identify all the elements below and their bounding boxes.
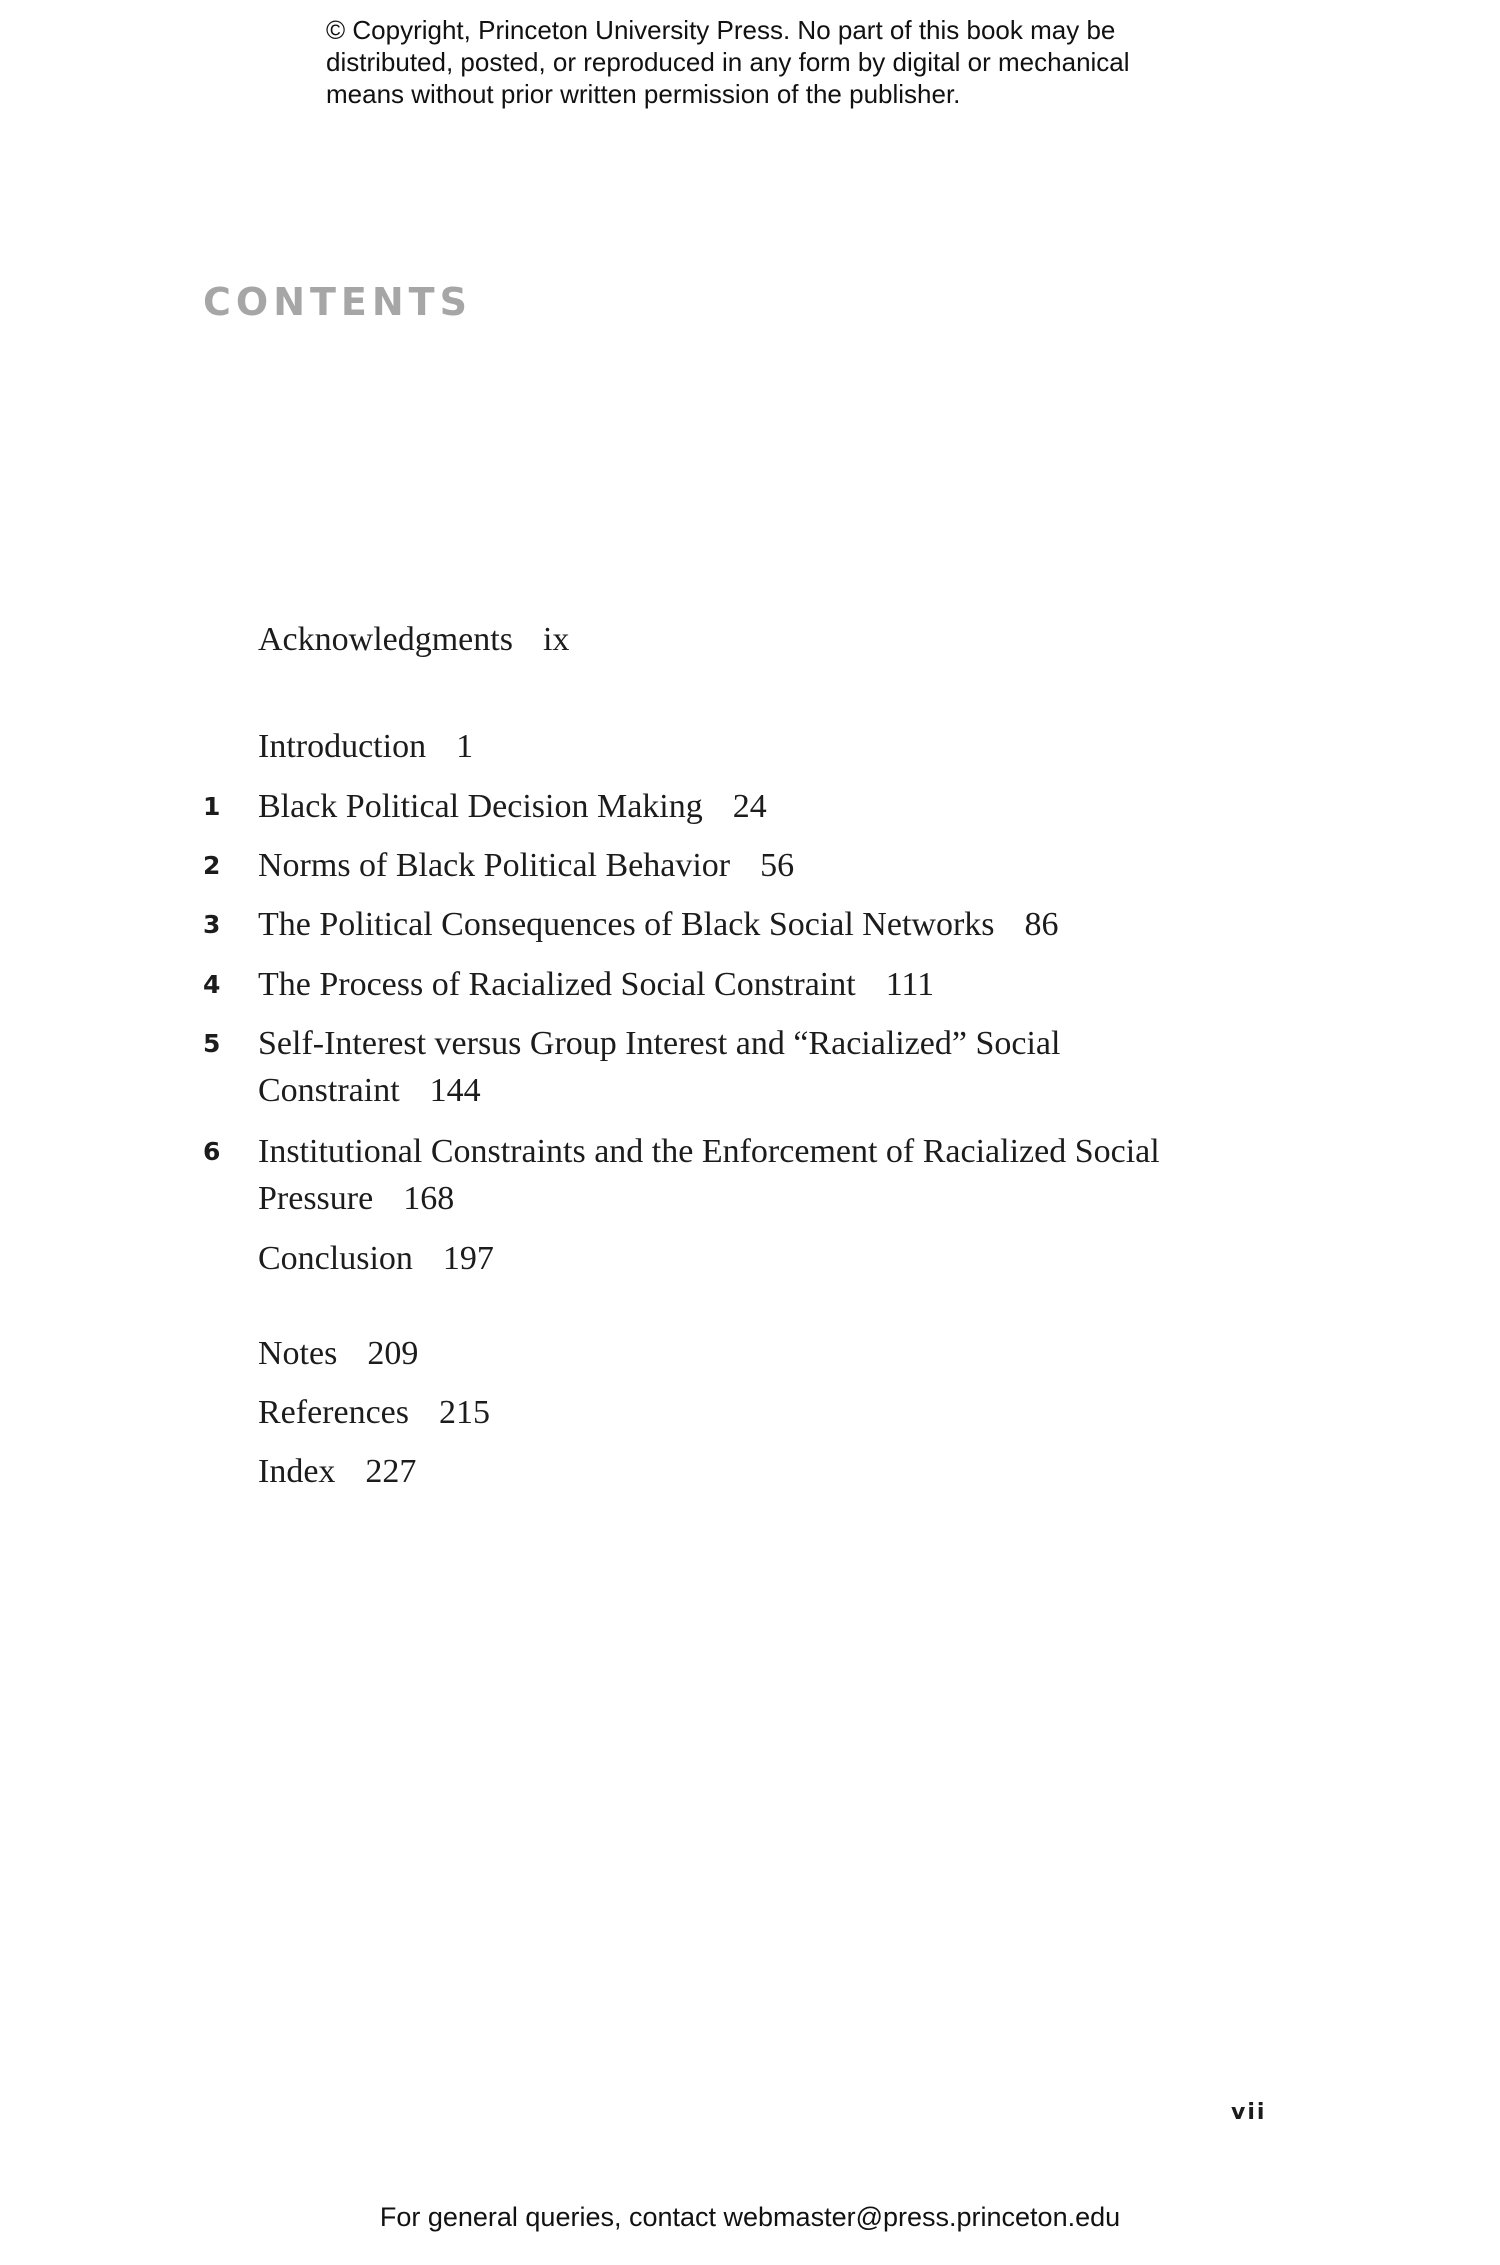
chapter-number: 4 [203, 970, 221, 999]
toc-entry-title-line: Institutional Constraints and the Enforcement of Racialized Social [258, 1133, 1160, 1170]
toc-entry-page: 215 [439, 1394, 491, 1431]
chapter-number: 3 [203, 910, 221, 939]
toc-entry-title: Acknowledgments [258, 621, 513, 658]
toc-entry-title: Index [258, 1453, 336, 1490]
toc-entry-chapter-4[interactable] [203, 961, 1258, 1008]
toc-entry-page: 168 [403, 1180, 455, 1217]
copyright-line: © Copyright, Princeton University Press. No part of this book may be [326, 15, 1116, 45]
toc-entry-page: 227 [365, 1453, 417, 1490]
toc-entry-page: 197 [442, 1240, 494, 1277]
toc-entry-page: 209 [367, 1335, 419, 1372]
toc-entry-title: Introduction [258, 728, 427, 765]
toc-entry-conclusion[interactable] [258, 1235, 1258, 1282]
chapter-number: 1 [203, 792, 221, 821]
toc-entry-title-line: Self-Interest versus Group Interest and “Racialized” Social [258, 1025, 1061, 1062]
toc-entry-introduction[interactable] [258, 723, 1258, 770]
toc-entry-page: ix [542, 621, 570, 658]
toc-entry-page: 86 [1024, 906, 1059, 943]
toc-entry-page: 111 [885, 966, 935, 1003]
footer-contact: For general queries, contact webmaster@press.princeton.edu [379, 2202, 1121, 2232]
toc-entry-page: 56 [760, 847, 795, 884]
toc-entry-title: Conclusion [258, 1240, 413, 1277]
page-number: vii [1231, 2100, 1267, 2125]
toc-entry-index[interactable] [258, 1448, 1258, 1495]
toc-entry-chapter-6[interactable] [203, 1128, 1258, 1222]
toc-entry-title: The Process of Racialized Social Constraint [258, 966, 856, 1003]
copyright-line: distributed, posted, or reproduced in any form by digital or mechanical [326, 47, 1130, 77]
toc-entry-title: Norms of Black Political Behavior [258, 847, 731, 884]
copyright-notice [326, 14, 1226, 110]
toc-entry-chapter-1[interactable] [203, 783, 1258, 830]
toc-entry-page: 144 [429, 1072, 481, 1109]
toc-entry-page: 24 [732, 788, 767, 825]
toc-entry-title: The Political Consequences of Black Social Networks [258, 906, 995, 943]
copyright-line: means without prior written permission of the publisher. [326, 79, 961, 109]
toc-entry-page: 1 [456, 728, 474, 765]
toc-entry-title: Black Political Decision Making [258, 788, 703, 825]
toc-entry-chapter-5[interactable] [203, 1020, 1258, 1114]
chapter-number: 6 [203, 1137, 221, 1166]
toc-entry-title-line: Constraint [258, 1072, 400, 1109]
toc-entry-chapter-3[interactable] [203, 901, 1258, 948]
chapter-number: 5 [203, 1029, 221, 1058]
toc-entry-notes[interactable] [258, 1330, 1258, 1377]
toc-entry-acknowledgments[interactable] [258, 616, 1258, 663]
toc-entry-chapter-2[interactable] [203, 842, 1258, 889]
toc-entry-title: Notes [258, 1335, 338, 1372]
toc-entry-title-line: Pressure [258, 1180, 374, 1217]
toc-entry-title: References [258, 1394, 410, 1431]
page-title: CONTENTS [203, 280, 472, 324]
toc-entry-references[interactable] [258, 1389, 1258, 1436]
chapter-number: 2 [203, 851, 221, 880]
